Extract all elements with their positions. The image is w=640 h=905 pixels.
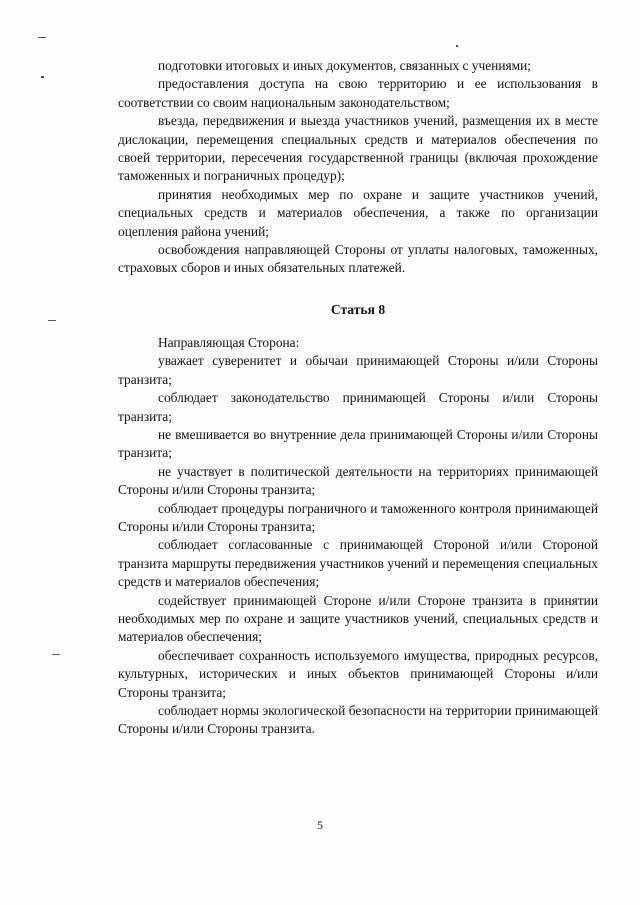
scan-mark <box>48 320 56 321</box>
list-item: уважает суверенитет и обычаи принимающей Стороны и/или Стороны транзита; <box>118 353 598 387</box>
document-body <box>118 57 598 739</box>
list-item: принятия необходимых мер по охране и защите участников учений, специальных средств и материалов обеспечения, а также по организации оцепления района учений; <box>118 186 598 239</box>
list-item: не участвует в политической деятельности на территориях принимающей Стороны и/или Стороны транзита; <box>118 463 598 498</box>
list-item: не вмешивается во внутренние дела принимающей Стороны и/или Стороны транзита; <box>118 426 598 461</box>
scan-mark <box>456 45 458 47</box>
list-item: предоставления доступа на свою территорию и ее использования в соответствии со своим национальным законодательством; <box>118 76 598 110</box>
page-number: 5 <box>317 818 323 832</box>
article-heading: Статья 8 <box>330 301 386 317</box>
scan-mark <box>41 76 44 78</box>
list-item: въезда, передвижения и выезда участников учений, размещения их в месте дислокации, перемещения специальных средств и материалов обеспечения по своей территории, пересечения государственной границы (включая прохождение таможенных и пограничных процедур); <box>118 113 598 184</box>
list-item: обеспечивает сохранность используемого имущества, природных ресурсов, культурных, исторических и иных объектов принимающей Стороны и/или Стороны транзита; <box>118 647 598 700</box>
article-intro: Направляющая Сторона: <box>158 334 300 350</box>
scan-mark <box>38 37 46 38</box>
list-item: освобождения направляющей Стороны от уплаты налоговых, таможенных, страховых сборов и иных обязательных платежей. <box>118 242 598 276</box>
list-item: соблюдает согласованные с принимающей Стороной и/или Стороной транзита маршруты передвижения участников учений и перемещения специальных средств и материалов обеспечения; <box>118 537 598 590</box>
list-item: подготовки итоговых и иных документов, связанных с учениями; <box>158 58 532 73</box>
list-item: соблюдает процедуры пограничного и таможенного контроля принимающей Стороны и/или Стороны транзита; <box>118 500 598 534</box>
scan-mark <box>52 654 60 655</box>
list-item: соблюдает законодательство принимающей Стороны и/или Стороны транзита; <box>118 390 598 424</box>
list-item: соблюдает нормы экологической безопасности на территории принимающей Стороны и/или Стороны транзита. <box>118 703 598 737</box>
list-item: содействует принимающей Стороне и/или Стороне транзита в принятии необходимых мер по охране и защите участников учений, специальных средств и материалов обеспечения; <box>118 592 598 645</box>
